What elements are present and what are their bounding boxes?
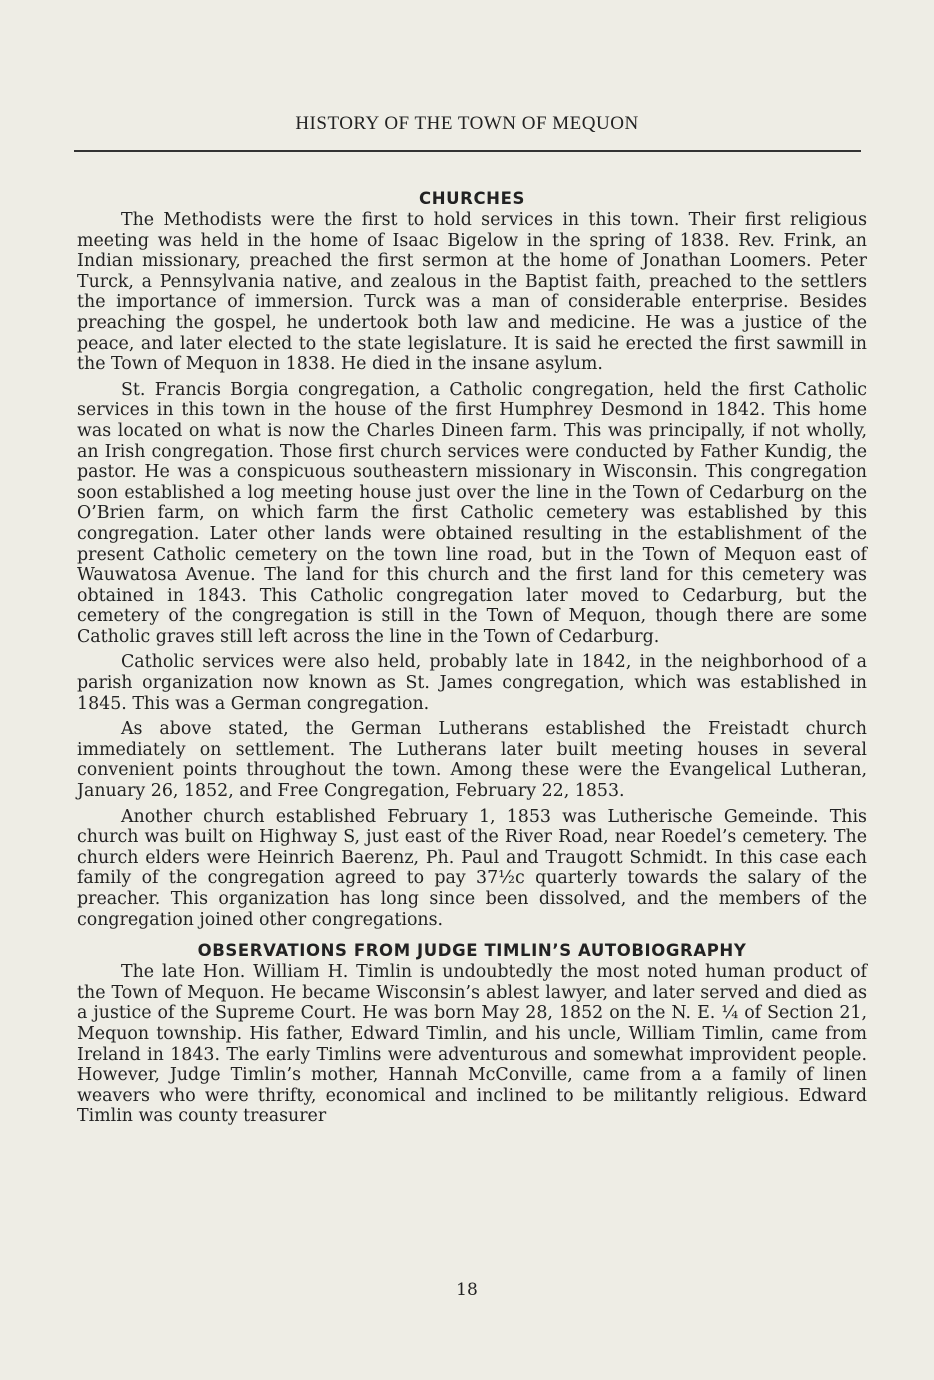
header-rule bbox=[74, 150, 861, 152]
section-title-timlin: OBSERVATIONS FROM JUDGE TIMLIN’S AUTOBIOGRAPHY bbox=[197, 941, 747, 961]
page-number: 18 bbox=[456, 1280, 478, 1300]
paragraph: The Methodists were the first to hold services in this town. Their first religious meeting was held in the home of Isaac Bigelow in the spring of 1838. Rev. Frink, an Indian missionary, preached the first sermon at the home of Jonathan Loomers. Peter Turck, a Pennsylvania native, and zealous in the Baptist faith, preached to the settlers the importance of immersion. Turck was a man of considerable enterprise. Besides preaching the gospel, he undertook both law and medicine. He was a justice of the peace, and later elected to the state legislature. It is said he erected the first sawmill in the Town of Mequon in 1838. He died in the insane asylum. bbox=[77, 210, 867, 375]
page-content bbox=[77, 188, 867, 1132]
paragraph: The late Hon. William H. Timlin is undoubtedly the most noted human product of the Town of Mequon. He became Wisconsin’s ablest lawyer, and later served and died as a justice of the Supreme Court. He was born May 28, 1852 on the N. E. ¼ of Section 21, Mequon township. His father, Edward Timlin, and his uncle, William Timlin, came from Ireland in 1843. The early Timlins were adventurous and somewhat improvident people. However, Judge Timlin’s mother, Hannah McConville, came from a a family of linen weavers who were thrifty, economical and inclined to be militantly religious. Edward Timlin was county treasurer bbox=[77, 962, 867, 1127]
section-title-churches: CHURCHES bbox=[419, 189, 525, 208]
paragraph: St. Francis Borgia congregation, a Catholic congregation, held the first Catholic services in this town in the house of the first Humphrey Desmond in 1842. This home was located on what is now the Charles Dineen farm. This was principally, if not wholly, an Irish congregation. Those first church services were conducted by Father Kundig, the pastor. He was a conspicuous southeastern missionary in Wisconsin. This congregation soon established a log meeting house just over the line in the Town of Cedarburg on the O’Brien farm, on which farm the first Catholic cemetery was established by this congregation. Later other lands were obtained resulting in the establishment of the present Catholic cemetery on the town line road, but in the Town of Mequon east of Wauwatosa Avenue. The land for this church and the first land for this cemetery was obtained in 1843. This Catholic congregation later moved to Cedarburg, but the cemetery of the congregation is still in the Town of Mequon, though there are some Catholic graves still left across the line in the Town of Cedarburg. bbox=[77, 379, 867, 647]
paragraph: As above stated, the German Lutherans established the Freistadt church immediately on settlement. The Lutherans later built meeting houses in several convenient points throughout the town. Among these were the Evangelical Lutheran, January 26, 1852, and Free Congregation, February 22, 1853. bbox=[77, 719, 867, 802]
paragraph: Another church established February 1, 1853 was Lutherische Gemeinde. This church was built on Highway S, just east of the River Road, near Roedel’s cemetery. The church elders were Heinrich Baerenz, Ph. Paul and Traugott Schmidt. In this case each family of the congregation agreed to pay 37½c quarterly towards the salary of the preacher. This organization has long since been dissolved, and the members of the congregation joined other congregations. bbox=[77, 806, 867, 930]
paragraph: Catholic services were also held, probably late in 1842, in the neighborhood of a parish organization now known as St. James congregation, which was established in 1845. This was a German congregation. bbox=[77, 652, 867, 714]
running-head: HISTORY OF THE TOWN OF MEQUON bbox=[295, 113, 639, 134]
